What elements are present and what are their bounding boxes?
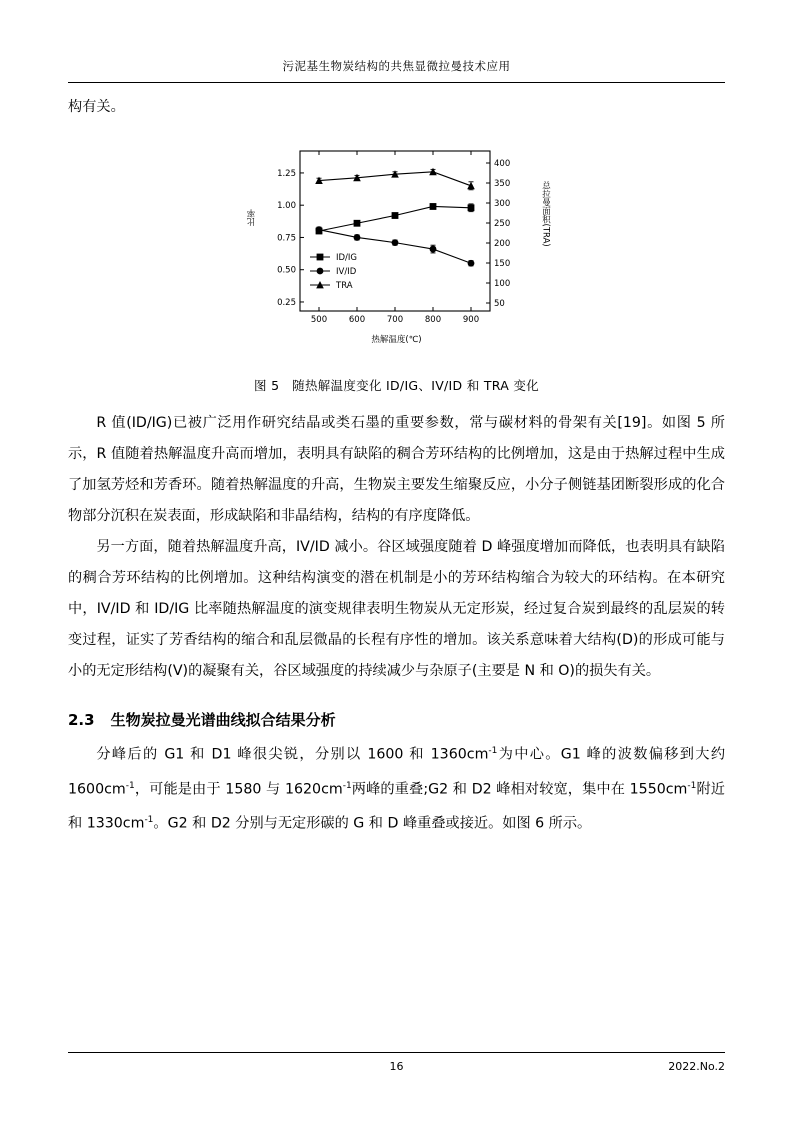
y-axis-right-label: 总拉曼面积(TRA) <box>540 181 551 247</box>
svg-text:700: 700 <box>386 315 403 325</box>
svg-text:900: 900 <box>462 315 479 325</box>
p3-t4: 两峰的重叠;G2 和 D2 峰相对较宽，集中在 1550cm <box>351 781 688 798</box>
p3-t3: ，可能是由于 1580 与 1620cm <box>134 781 343 798</box>
body-column <box>68 92 725 840</box>
chart-svg <box>242 139 552 354</box>
running-header: 污泥基生物炭结构的共焦显微拉曼技术应用 <box>282 59 511 73</box>
p3-t1: 分峰后的 G1 和 D1 峰很尖锐，分别以 1600 和 1360cm <box>96 746 489 763</box>
y-axis-left-label: 比率 <box>246 209 257 226</box>
footer-divider <box>68 1052 725 1053</box>
issue-label: 2022.No.2 <box>668 1060 725 1073</box>
paragraph-2 <box>68 532 725 687</box>
svg-text:150: 150 <box>493 259 510 269</box>
svg-text:250: 250 <box>493 219 510 229</box>
svg-text:100: 100 <box>493 279 510 289</box>
paragraph-1 <box>68 408 725 532</box>
p3-t5: 附近和 1330cm <box>68 781 725 833</box>
p3-s4: -1 <box>687 780 697 791</box>
svg-text:50: 50 <box>493 299 505 309</box>
svg-text:0.25: 0.25 <box>276 297 296 308</box>
svg-text:300: 300 <box>493 199 510 209</box>
svg-text:200: 200 <box>493 239 510 249</box>
svg-text:ID/IG: ID/IG <box>335 253 357 263</box>
chart-container <box>242 139 552 354</box>
section-number: 2.3 <box>68 711 95 729</box>
svg-text:600: 600 <box>348 315 365 325</box>
section-title: 生物炭拉曼光谱曲线拟合结果分析 <box>110 711 336 729</box>
p3-s2: -1 <box>125 780 135 791</box>
svg-text:IV/ID: IV/ID <box>335 267 356 277</box>
svg-text:1.00: 1.00 <box>276 201 296 212</box>
svg-text:0.50: 0.50 <box>276 265 296 276</box>
figure-5 <box>68 139 725 354</box>
svg-text:400: 400 <box>493 159 510 169</box>
continuation-line: 构有关。 <box>68 99 125 115</box>
x-axis-label: 热解温度(℃) <box>371 335 422 345</box>
svg-text:350: 350 <box>493 179 510 189</box>
svg-text:TRA: TRA <box>335 281 353 291</box>
svg-text:0.75: 0.75 <box>276 233 296 244</box>
paragraph-2-text: 另一方面，随着热解温度升高，IV/ID 减小。谷区域强度随着 D 峰强度增加而降低，也表明具有缺陷的稠合芳环结构的比例增加。这种结构演变的潜在机制是小的芳环结构缩合为较大的环结构。在本研究中，IV/ID 和 ID/IG 比率随热解温度的演变规律表明生物炭从无定形炭，经过复合炭到最终的乱层炭的转变过程，证实了芳香结构的缩合和乱层微晶的长程有序性的增加。该关系意味着大结构(D)的形成可能与小的无定形结构(V)的凝聚有关，谷区域强度的持续减少与杂原子(主要是 N 和 O)的损失有关。 <box>68 539 725 679</box>
svg-text:500: 500 <box>310 315 327 325</box>
svg-text:800: 800 <box>424 315 441 325</box>
paragraph-1-text: R 值(ID/IG)已被广泛用作研究结晶或类石墨的重要参数，常与碳材料的骨架有关[19]。如图 5 所示，R 值随着热解温度升高而增加，表明具有缺陷的稠合芳环结构的比例增加，这是由于热解过程中生成了加氢芳烃和芳香环。随着热解温度的升高，生物炭主要发生缩聚反应，小分子侧链基团断裂形成的化合物部分沉积在炭表面，形成缺陷和非晶结构，结构的有序度降低。 <box>68 415 725 524</box>
paragraph-3 <box>68 736 725 840</box>
p3-s3: -1 <box>342 780 352 791</box>
page-number: 16 <box>389 1060 404 1073</box>
header-divider <box>68 82 725 83</box>
figure-caption: 图 5 随热解温度变化 ID/IG、IV/ID 和 TRA 变化 <box>254 378 539 393</box>
p3-s5: -1 <box>144 815 154 826</box>
p3-s1: -1 <box>488 746 498 756</box>
svg-text:1.25: 1.25 <box>276 168 296 179</box>
section-heading-2-3 <box>68 709 725 730</box>
p3-t6: 。G2 和 D2 分别与无定形碳的 G 和 D 峰重叠或接近。如图 6 所示。 <box>153 816 592 833</box>
p3-t2: 为中心。G1 峰的波数偏移到大约 1600cm <box>68 746 726 798</box>
